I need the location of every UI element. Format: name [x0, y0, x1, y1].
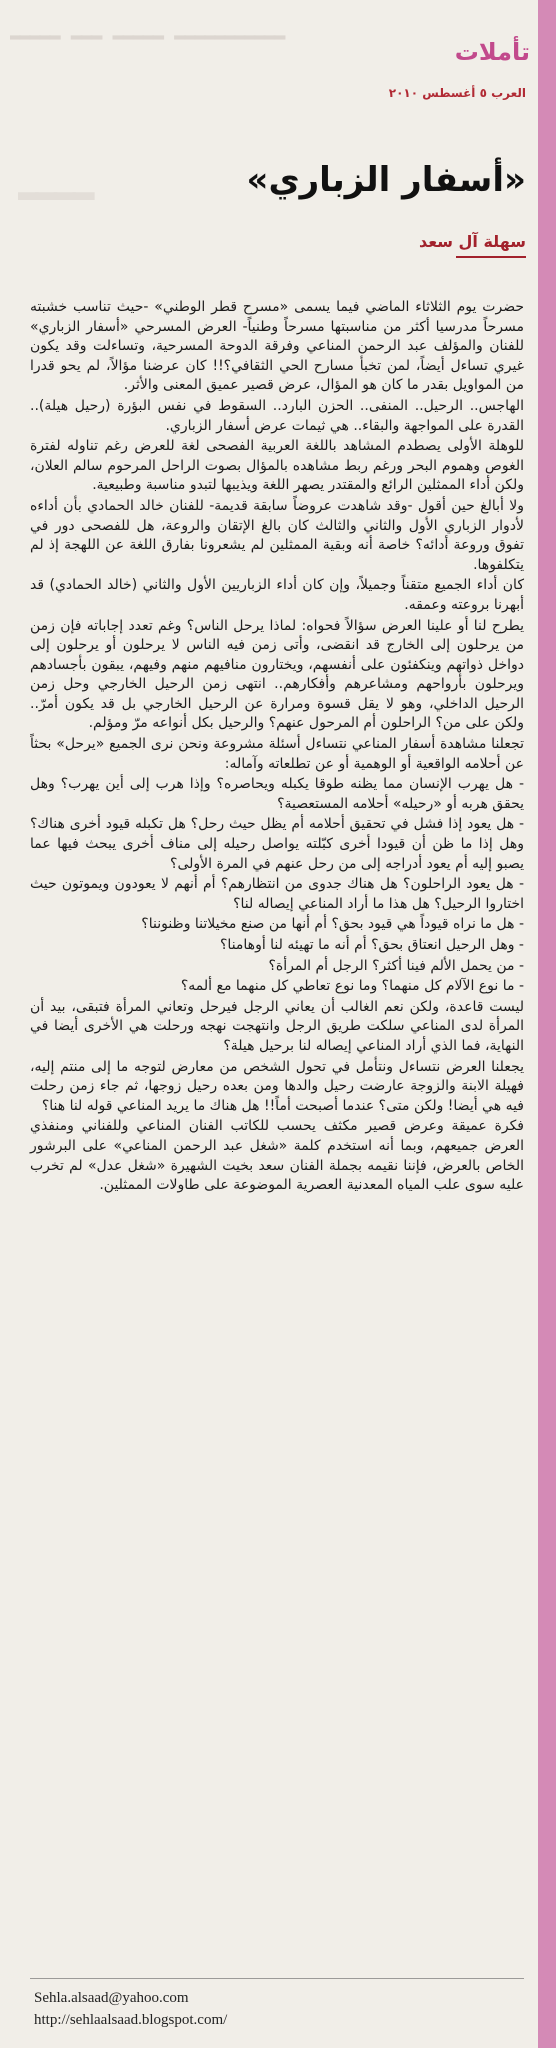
author-email-link[interactable]: Sehla.alsaad@yahoo.com — [34, 1990, 189, 2006]
author-blog-link[interactable]: http://sehlaalsaad.blogspot.com/ — [34, 2012, 228, 2028]
paragraph: يطرح لنا أو علينا العرض سؤالاً فحواه: لماذا يرحل الناس؟ وغم تعدد إجاباته فإن زمن من يرحلون إلى الخارج قد انقضى، وأتى زمن فيه الناس لا يرحلون أو يرحلون إلى دواخل ذواتهم وينكفئون على أنفسهم، ويختارون منافيهم منهم وفيهم، يبقون بأجسادهم ويرحلون بأرواحهم ومشاعرهم وأفكارهم.. انتهى زمن الرحيل الخارجي وحل زمن الرحيل الداخلي، وهو لا يقل قسوة ومرارة عن الرحيل الخارجي بل قد يكون أمرّ.. ولكن على من؟ الراحلون أم المرحول عنهم؟ والرحيل بكل أنواعه مرّ ومؤلم. — [30, 617, 524, 732]
paragraph: تجعلنا مشاهدة أسفار المناعي نتساءل أسئلة مشروعة ونحن نرى الجميع «يرحل» بحثاً عن أحلامه الواقعية أو الوهمية أو عن تطلعاته وآماله: — [30, 736, 524, 772]
paragraph: - هل يعود الراحلون؟ هل هناك جدوى من انتظارهم؟ أم أنهم لا يعودون ويموتون حيث اختاروا الرحيل؟ هل هذا ما أراد المناعي إيصاله لنا؟ — [30, 876, 524, 912]
article-title: «أسفار الزباري» — [246, 160, 526, 200]
paragraph: ولا أبالغ حين أقول -وقد شاهدت عروضاً سابقة قديمة- للفنان خالد الحمادي بأن أداءه لأدوار الزباري الأول والثاني والثالث كان بالغ الإتقان والروعة، هل للفصحى دور في تفوق وروعة أدائه؟ خاصة أنه وبقية الممثلين لم يشعرونا بفارق اللغة عن اللهجة إذ لم يتكلفوها. — [30, 497, 524, 573]
section-label: تأملات — [454, 38, 530, 66]
bleed-through-text: ــــ — [18, 140, 93, 215]
paragraph: - هل ما نراه قيوداً هي قيود بحق؟ أم أنها من صنع مخيلاتنا وظنوننا؟ — [141, 916, 524, 933]
paragraph: للوهلة الأولى يصطدم المشاهد باللغة العربية الفصحى لغة للعرض رغم تناوله لفترة الغوص وهموم البحر ورغم ربط مشاهده بالمؤال بصوت الراحل المرحوم سالم العلان، ولكن أداء الممثلين الرائع والمقتدر يصهر اللغة ويذيبها لتبدو مناسبة وطبيعية. — [30, 438, 524, 494]
paragraph: - ما نوع الآلام كل منهما؟ وما نوع تعاطي كل منهما مع ألمه؟ — [180, 978, 524, 995]
paragraph: - من يحمل الألم فينا أكثر؟ الرجل أم المرأة؟ — [268, 957, 524, 974]
bleed-through-text: ـــــــــــ ـــــ ـــ ـــــ — [10, 8, 285, 48]
paragraph: ليست قاعدة، ولكن نعم الغالب أن يعاني الرجل فيرحل وتعاني المرأة فتبقى، بيد أن المرأة لدى المناعي سلكت طريق الرجل وانتهجت نهجه ورحلت هي الأخرى أيضا في النهاية، فما الذي أراد المناعي إيصاله لنا برحيل هيلة؟ — [30, 998, 524, 1054]
paragraph: كان أداء الجميع متقناً وجميلاً، وإن كان أداء الزباريين الأول والثاني (خالد الحمادي) قد أبهرنا بروعته وعمقه. — [30, 577, 524, 613]
paragraph: الهاجس.. الرحيل.. المنفى.. الحزن البارد.. السقوط في نفس البؤرة (رحيل هيلة).. القدرة على المواجهة والبقاء.. هي ثيمات عرض أسفار الزباري. — [30, 397, 524, 434]
paragraph: - هل يهرب الإنسان مما يظنه طوقا يكبله ويحاصره؟ وإذا هرب إلى أين يهرب؟ وهل يحقق هربه أو «رحيله» أحلامه المستعصية؟ — [30, 776, 524, 812]
dateline: العرب ٥ أغسطس ٢٠١٠ — [388, 86, 526, 100]
magenta-border — [538, 0, 556, 2048]
paragraph: يجعلنا العرض نتساءل ونتأمل في تحول الشخص من معارض لتوجه ما إلى منتم إليه، فهيلة الابنة والزوجة عارضت رحيل والدها ومن بعده رحيل زوجها، ثم جاء زمن رحلت فيه هي أيضا! ولكن متى؟ عندما أصبحت أماً!! هل هناك ما يريد المناعي قوله لنا هنا؟ — [30, 1058, 524, 1114]
footer-divider — [30, 1978, 524, 1979]
paragraph: - وهل الرحيل انعتاق بحق؟ أم أنه ما تهيئه لنا أوهامنا؟ — [220, 937, 524, 953]
article-body — [30, 298, 524, 1197]
byline-underline — [456, 256, 526, 258]
paragraph: فكرة عميقة وعرض قصير مكثف يحسب للكاتب الفنان المناعي وللفناني ومنفذي العرض جميعهم، وبما أنه استخدم كلمة «شغل عبد الرحمن المناعي» على البرشور الخاص بالعرض، فإننا نقيمه بجملة الفنان سعد بخيت الشهيرة «شغل عدل» لم تخرب عليه سوى علب المياه المعدنية العصرية الموضوعة على طاولات الممثلين. — [30, 1118, 524, 1194]
paragraph: - هل يعود إذا فشل في تحقيق أحلامه أم يظل حيث رحل؟ هل تكبله قيود أخرى هناك؟ وهل إذا ما ظن أن قيودا أخرى كبّلته يواصل رحيله إلى مناف أخرى يبحث فيها عما يصبو إليه أم يعود أدراجه إلى من رحل عنهم في المرة الأولى؟ — [30, 816, 524, 872]
author-byline: سهلة آل سعد — [418, 232, 526, 251]
paragraph: حضرت يوم الثلاثاء الماضي فيما يسمى «مسرح قطر الوطني» -حيث تناسب خشبته مسرحاً مدرسيا أكثر من مناسبتها مسرحاً وطنياً- العرض المسرحي «أسفار الزباري» للفنان والمؤلف عبد الرحمن المناعي وفرقة الدوحة المسرحية، وتساءلت وقد يكون غيري تساءل أيضاً، لمن تخبأ مسارح الحي الثقافي؟!! كان عرضنا مؤالاً، لم يحو قدرا من المواويل بقدر ما كان هو المؤال، عرض قصير عميق المعنى والأثر. — [30, 299, 524, 394]
